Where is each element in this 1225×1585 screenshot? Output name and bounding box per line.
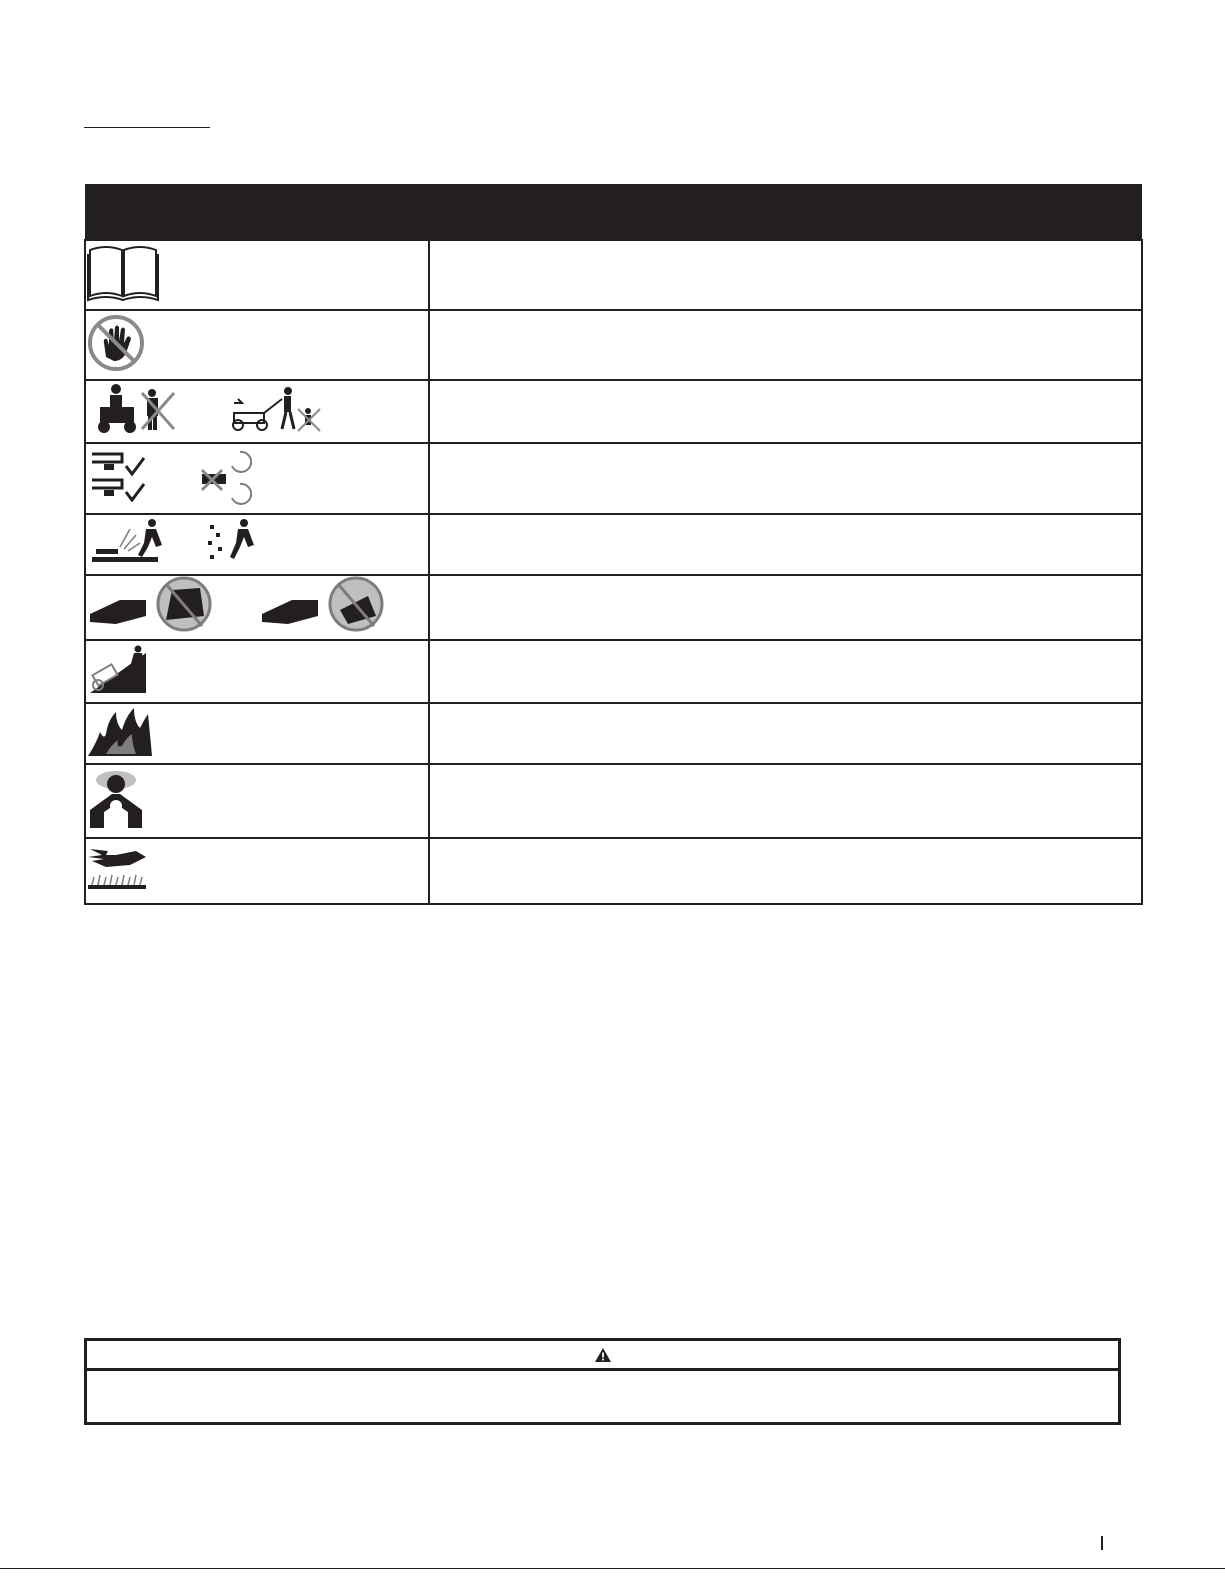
description-cell (429, 838, 1142, 904)
warning-triangle-icon (594, 1347, 612, 1363)
safety-symbols-table (84, 184, 1143, 905)
description-cell (429, 640, 1142, 703)
description-cell (429, 380, 1142, 443)
toxic-fumes-icon (86, 768, 146, 830)
symbol-cell (85, 764, 429, 838)
description-cell (429, 703, 1142, 764)
fire-icon (86, 704, 154, 758)
warning-box (84, 1338, 1121, 1425)
pinch-rotating-parts-icon (86, 444, 266, 508)
description-cell (429, 575, 1142, 640)
symbol-cell (85, 380, 429, 443)
table-row (85, 443, 1142, 514)
no-riding-deck-icon (86, 576, 386, 634)
symbol-cell (85, 310, 429, 380)
symbol-cell (85, 443, 429, 514)
description-cell (429, 310, 1142, 380)
header-symbol (85, 184, 429, 240)
table-row (85, 310, 1142, 380)
section-title-underline (84, 127, 210, 128)
read-manual-icon (86, 242, 160, 304)
warning-header (87, 1341, 1118, 1371)
warning-body (87, 1371, 1118, 1422)
symbol-cell (85, 838, 429, 904)
slope-rollover-icon (86, 641, 150, 697)
symbol-cell (85, 703, 429, 764)
description-cell (429, 443, 1142, 514)
table-row (85, 514, 1142, 575)
table-row (85, 240, 1142, 310)
symbol-cell (85, 240, 429, 310)
description-cell (429, 240, 1142, 310)
do-not-touch-icon (86, 313, 146, 373)
table-header-row (85, 184, 1142, 240)
page-bottom-rule (0, 1568, 1225, 1569)
description-cell (429, 764, 1142, 838)
table-row (85, 640, 1142, 703)
table-row (85, 380, 1142, 443)
thrown-objects-icon (86, 515, 266, 569)
page-number-marker (1101, 1536, 1103, 1550)
hot-surface-icon (86, 843, 150, 895)
keep-bystanders-away-icon (86, 381, 346, 437)
symbol-cell (85, 514, 429, 575)
table-row (85, 575, 1142, 640)
table-row (85, 703, 1142, 764)
symbol-cell (85, 640, 429, 703)
table-row (85, 838, 1142, 904)
table-row (85, 764, 1142, 838)
symbol-cell (85, 575, 429, 640)
description-cell (429, 514, 1142, 575)
header-description (429, 184, 1142, 240)
